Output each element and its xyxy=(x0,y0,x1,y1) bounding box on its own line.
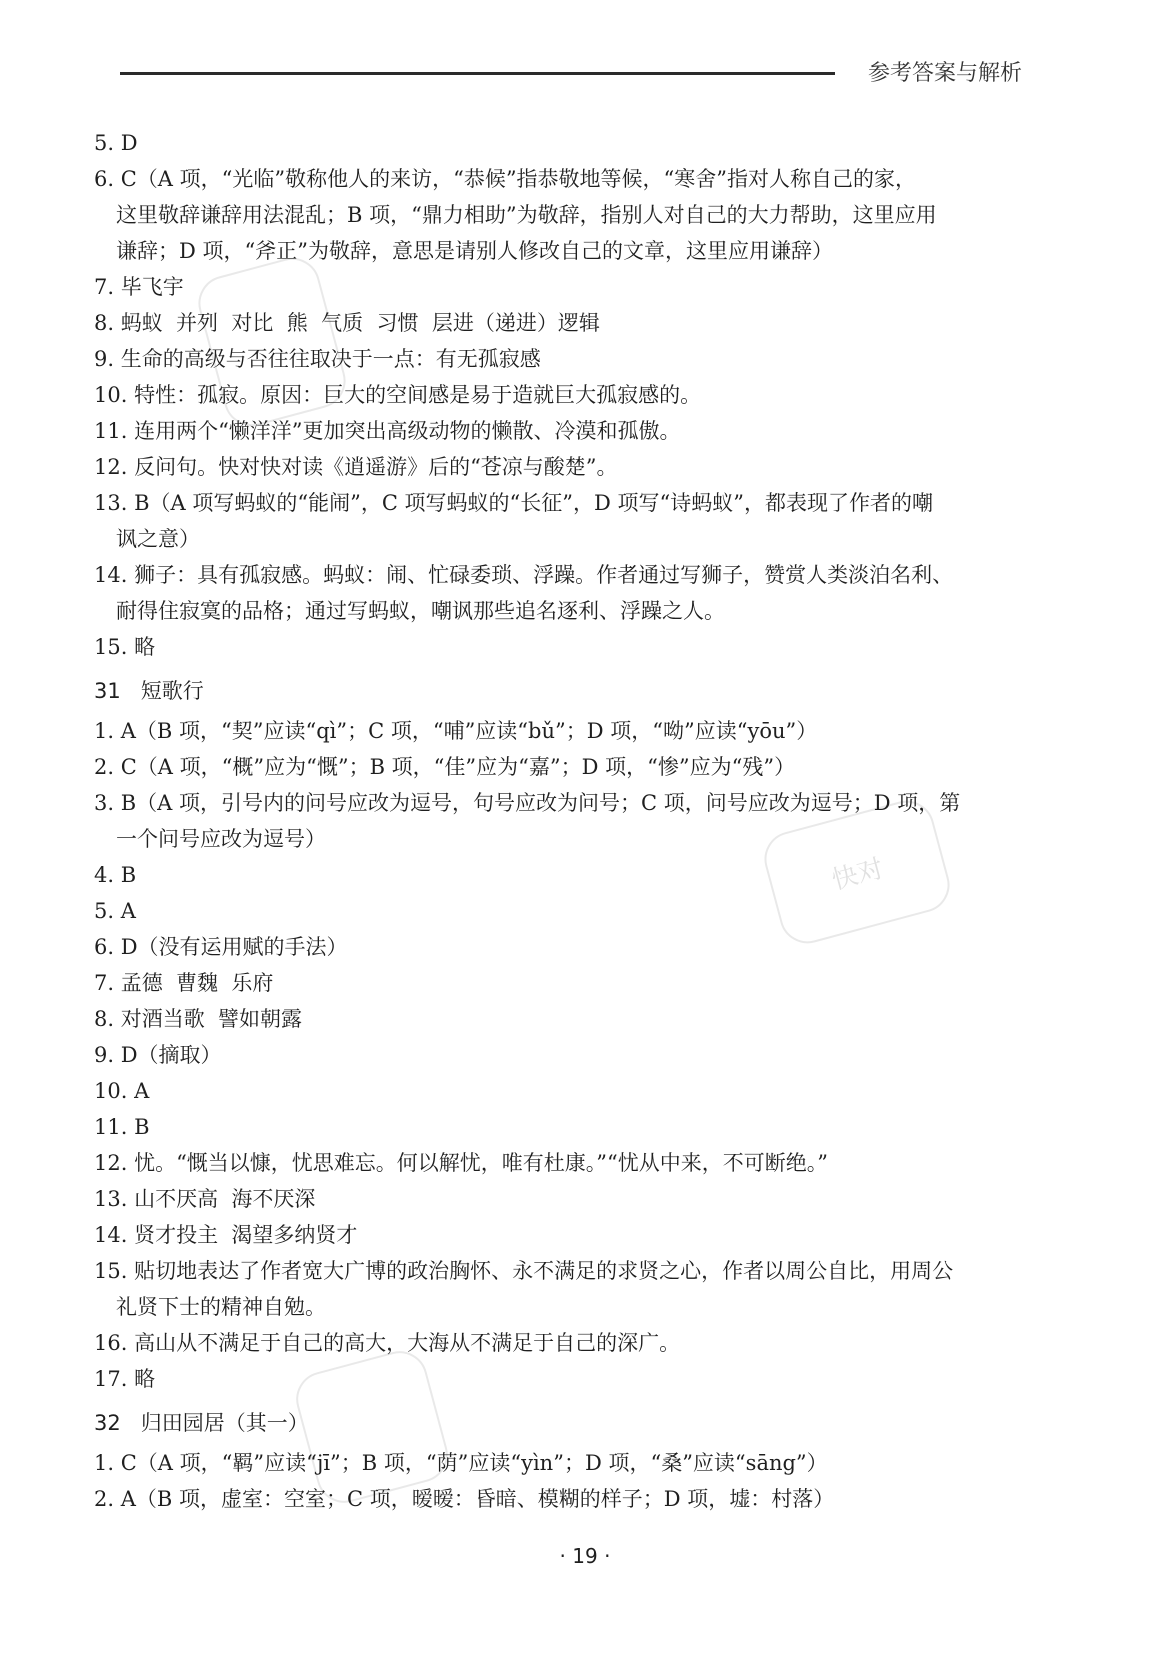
answer-line: 8. 蚂蚁 并列 对比 熊 气质 习惯 层进（递进）逻辑 xyxy=(94,311,600,335)
header-rule xyxy=(120,72,835,75)
answer-line: 5. A xyxy=(94,899,136,923)
answer-line: 9. 生命的高级与否往往取决于一点：有无孤寂感 xyxy=(94,347,541,371)
answer-line: 礼贤下士的精神自勉。 xyxy=(116,1295,326,1319)
section-heading xyxy=(94,1405,1044,1441)
answer-line: 1. C（A 项，“羁”应读“jī”；B 项，“荫”应读“yìn”；D 项，“桑”应读“sāng”） xyxy=(94,1451,828,1475)
answer-line: 17. 略 xyxy=(94,1367,156,1391)
answer-line: 1. A（B 项，“契”应读“qì”；C 项，“哺”应读“bǔ”；D 项，“呦”应读“yōu”） xyxy=(94,719,818,743)
answer-line: 谦辞；D 项，“斧正”为敬辞，意思是请别人修改自己的文章，这里应用谦辞） xyxy=(116,239,833,263)
header-title: 参考答案与解析 xyxy=(868,61,1023,86)
answer-line: 2. A（B 项，虚室：空室；C 项，暧暧：昏暗、模糊的样子；D 项，墟：村落） xyxy=(94,1487,835,1511)
section-title: 归田园居（其一） xyxy=(140,1411,309,1435)
answer-line: 10. A xyxy=(94,1079,150,1103)
answer-line: 11. 连用两个“懒洋洋”更加突出高级动物的懒散、冷漠和孤傲。 xyxy=(94,419,681,443)
answer-line: 10. 特性：孤寂。原因：巨大的空间感是易于造就巨大孤寂感的。 xyxy=(94,383,702,407)
section-number: 32 xyxy=(94,1411,121,1435)
answer-line: 4. B xyxy=(94,863,137,887)
answer-line: 9. D（摘取） xyxy=(94,1043,222,1067)
answer-line: 3. B（A 项，引号内的问号应改为逗号，句号应改为问号；C 项，问号应改为逗号；D 项，第 xyxy=(94,791,961,815)
answer-content xyxy=(94,125,1044,1517)
answer-line: 12. 反问句。快对快对读《逍遥游》后的“苍凉与酸楚”。 xyxy=(94,455,618,479)
answer-line: 8. 对酒当歌 譬如朝露 xyxy=(94,1007,303,1031)
answer-line: 16. 高山从不满足于自己的高大，大海从不满足于自己的深广。 xyxy=(94,1331,681,1355)
answer-line: 14. 狮子：具有孤寂感。蚂蚁：闹、忙碌委琐、浮躁。作者通过写狮子，赞赏人类淡泊名利、 xyxy=(94,563,954,587)
answer-line: 12. 忧。“慨当以慷，忧思难忘。何以解忧，唯有杜康。”“忧从中来，不可断绝。” xyxy=(94,1151,829,1175)
section-number: 31 xyxy=(94,679,121,703)
answer-line: 讽之意） xyxy=(116,527,200,551)
watermark-text: 快对 xyxy=(828,853,887,896)
answer-line: 6. C（A 项，“光临”敬称他人的来访，“恭候”指恭敬地等候，“寒舍”指对人称自己的家， xyxy=(94,167,917,191)
answer-line: 5. D xyxy=(94,131,138,155)
answer-line: 15. 贴切地表达了作者宽大广博的政治胸怀、永不满足的求贤之心，作者以周公自比，用周公 xyxy=(94,1259,954,1283)
answer-line: 这里敬辞谦辞用法混乱；B 项，“鼎力相助”为敬辞，指别人对自己的大力帮助，这里应用 xyxy=(116,203,937,227)
answer-line: 6. D（没有运用赋的手法） xyxy=(94,935,348,959)
answer-line: 14. 贤才投主 渴望多纳贤才 xyxy=(94,1223,358,1247)
page-number: · 19 · xyxy=(559,1544,611,1568)
answer-line: 一个问号应改为逗号） xyxy=(116,827,326,851)
answer-line: 7. 孟德 曹魏 乐府 xyxy=(94,971,274,995)
answer-line: 2. C（A 项，“概”应为“慨”；B 项，“佳”应为“嘉”；D 项，“惨”应为“残”） xyxy=(94,755,796,779)
answer-line: 15. 略 xyxy=(94,635,156,659)
answer-line: 11. B xyxy=(94,1115,150,1139)
answer-line: 7. 毕飞宇 xyxy=(94,275,184,299)
section-title: 短歌行 xyxy=(140,679,204,703)
answer-line: 13. B（A 项写蚂蚁的“能闹”，C 项写蚂蚁的“长征”，D 项写“诗蚂蚁”，都表现了作者的嘲 xyxy=(94,491,934,515)
answer-line: 耐得住寂寞的品格；通过写蚂蚁，嘲讽那些追名逐利、浮躁之人。 xyxy=(116,599,725,623)
answer-line: 13. 山不厌高 海不厌深 xyxy=(94,1187,316,1211)
section-heading xyxy=(94,673,1044,709)
